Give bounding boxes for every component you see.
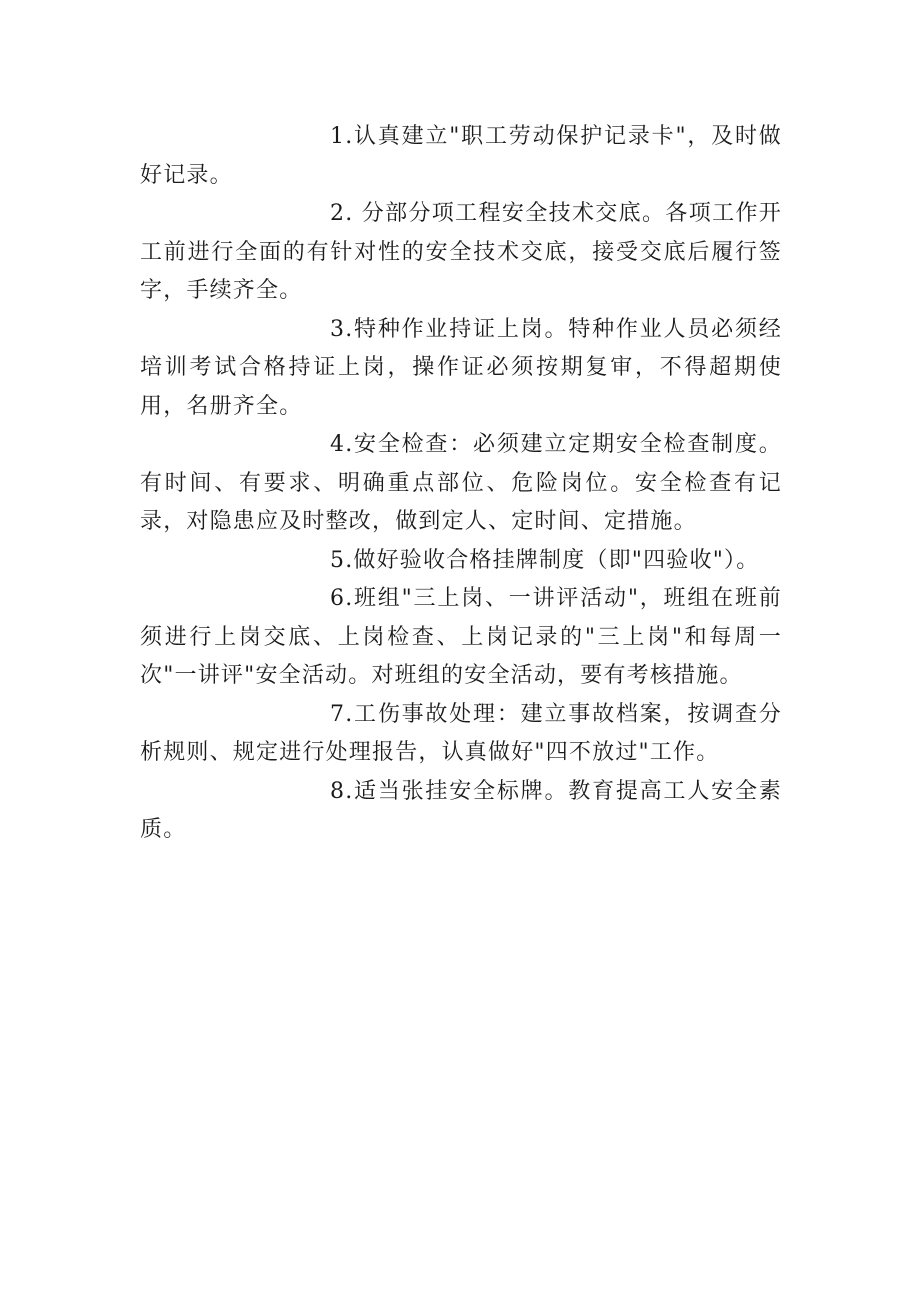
paragraph-item-4: 4.安全检查：必须建立定期安全检查制度。有时间、有要求、明确重点部位、危险岗位。安全检查有记录，对隐患应及时整改，做到定人、定时间、定措施。: [140, 432, 782, 534]
paragraph-item-7: 7.工伤事故处理：建立事故档案，按调查分析规则、规定进行处理报告，认真做好"四不放过"工作。: [140, 701, 782, 765]
paragraph-item-1: 1.认真建立"职工劳动保护记录卡"，及时做好记录。: [140, 124, 782, 188]
document-body: [140, 118, 782, 850]
paragraph-item-5: 5.做好验收合格挂牌制度（即"四验收"）。: [330, 547, 760, 573]
paragraph-item-8: 8.适当张挂安全标牌。教育提高工人安全素质。: [140, 778, 782, 842]
paragraph-item-2: 2. 分部分项工程安全技术交底。各项工作开工前进行全面的有针对性的安全技术交底，接受交底后履行签字，手续齐全。: [140, 201, 782, 303]
paragraph-item-6: 6.班组"三上岗、一讲评活动"，班组在班前须进行上岗交底、上岗检查、上岗记录的"三上岗"和每周一次"一讲评"安全活动。对班组的安全活动，要有考核措施。: [140, 586, 782, 688]
paragraph-item-3: 3.特种作业持证上岗。特种作业人员必须经培训考试合格持证上岗，操作证必须按期复审，不得超期使用，名册齐全。: [140, 316, 782, 419]
